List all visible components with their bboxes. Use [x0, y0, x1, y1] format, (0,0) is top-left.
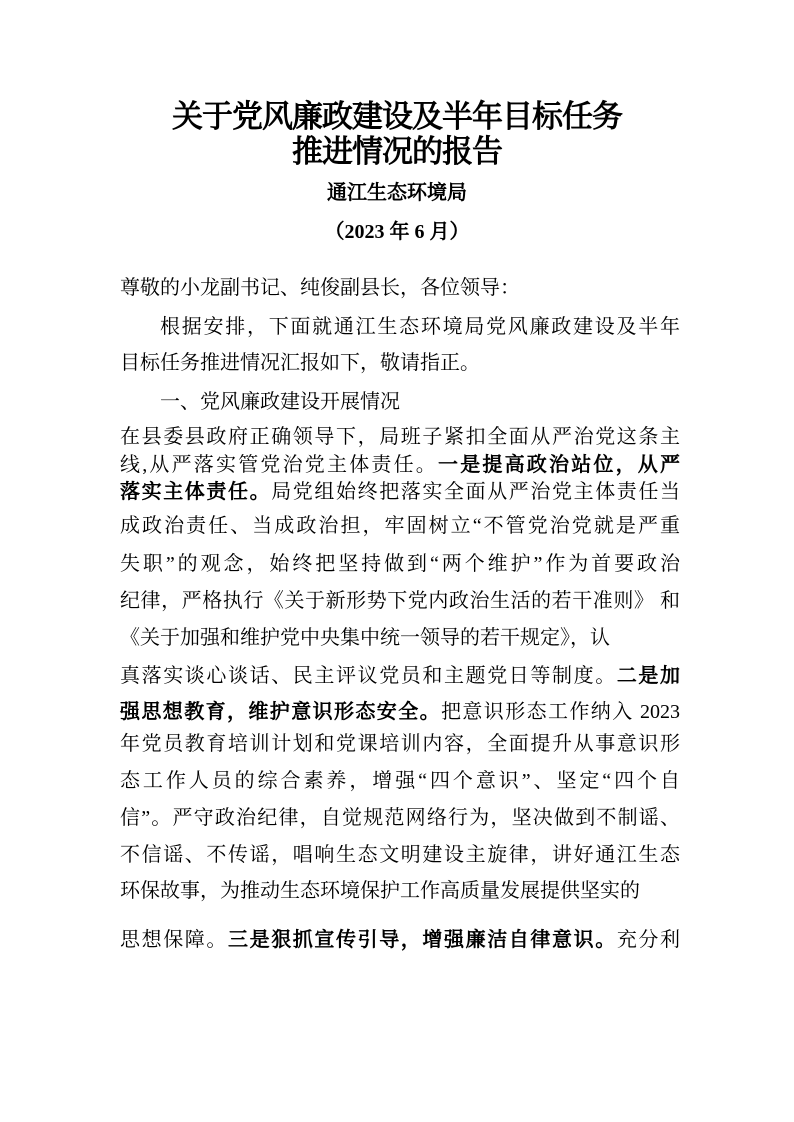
document-date: （2023 年 6 月）: [324, 221, 470, 243]
text: 环保故事，为推动生态环境保护工作高质量发展提供坚实的: [120, 880, 640, 902]
document-title-line1: 关于党风廉政建设及半年目标任务: [172, 99, 622, 134]
text: 一、党风廉政建设开展情况: [160, 391, 400, 413]
paragraph-line: [160, 314, 680, 340]
text: 真落实谈心谈话、民主评议党员和主题党日等制度。: [120, 665, 617, 687]
paragraph-line: [120, 663, 680, 689]
paragraph-line: [120, 768, 680, 794]
paragraph-line: [120, 588, 680, 614]
text: 失职”的观念，始终把坚持做到“两个维护”作为首要政治: [120, 553, 680, 575]
paragraph-line: [120, 625, 680, 651]
paragraph-line: [120, 479, 680, 505]
text: 成政治责任、当成政治担，牢固树立“不管党治党就是严重: [120, 515, 680, 537]
paragraph-line: [120, 452, 680, 478]
paragraph-line: [120, 731, 680, 757]
text: 在县委县政府正确领导下，局班子紧扣全面从严治党这条主: [120, 426, 680, 448]
text: 充分利: [616, 929, 681, 951]
paragraph-line: [120, 878, 680, 904]
bold-point-heading: 三是狠抓宣传引导，增强廉洁自律意识。: [228, 929, 617, 951]
text: 局党组始终把落实全面从严治党主体责任当: [271, 481, 681, 503]
bold-point-heading: 落实主体责任。: [120, 481, 272, 503]
document-title-line2: 推进情况的报告: [292, 134, 502, 169]
salutation: [120, 275, 680, 301]
paragraph-line: [120, 699, 680, 725]
text: 信”。严守政治纪律，自觉规范网络行为，坚决做到不制谣、: [120, 807, 680, 829]
text: 线,从严落实管党治党主体责任。: [120, 454, 438, 476]
paragraph-line: [120, 551, 680, 577]
section-heading: [160, 389, 400, 415]
text: 年党员教育培训计划和党课培训内容，全面提升从事意识形: [120, 733, 680, 755]
text: 尊敬的小龙副书记、纯俊副县长，各位领导：: [120, 277, 520, 299]
paragraph-line: [120, 424, 680, 450]
paragraph-line: [120, 350, 680, 376]
paragraph-line: [120, 842, 680, 868]
paragraph-line: [120, 513, 680, 539]
text: 把意识形态工作纳入 2023: [441, 701, 680, 723]
text: 根据安排，下面就通江生态环境局党风廉政建设及半年: [160, 316, 680, 338]
text: 态工作人员的综合素养，增强“四个意识”、坚定“四个自: [120, 770, 680, 792]
bold-point-heading: 强思想教育，维护意识形态安全。: [120, 701, 441, 723]
text: 纪律，严格执行《关于新形势下党内政治生活的若干准则》 和: [120, 590, 680, 612]
bold-point-heading: 一是提高政治站位，从严: [438, 454, 680, 476]
text: 《关于加强和维护党中央集中统一领导的若干规定》，认: [120, 627, 610, 649]
bold-point-heading: 二是加: [616, 665, 681, 687]
paragraph-line: [120, 805, 680, 831]
text: 目标任务推进情况汇报如下，敬请指正。: [120, 352, 480, 374]
organization-name: 通江生态环境局: [327, 182, 467, 204]
paragraph-line: [120, 927, 680, 953]
text: 思想保障。: [120, 929, 228, 951]
text: 不信谣、不传谣，唱响生态文明建设主旋律，讲好通江生态: [120, 844, 680, 866]
